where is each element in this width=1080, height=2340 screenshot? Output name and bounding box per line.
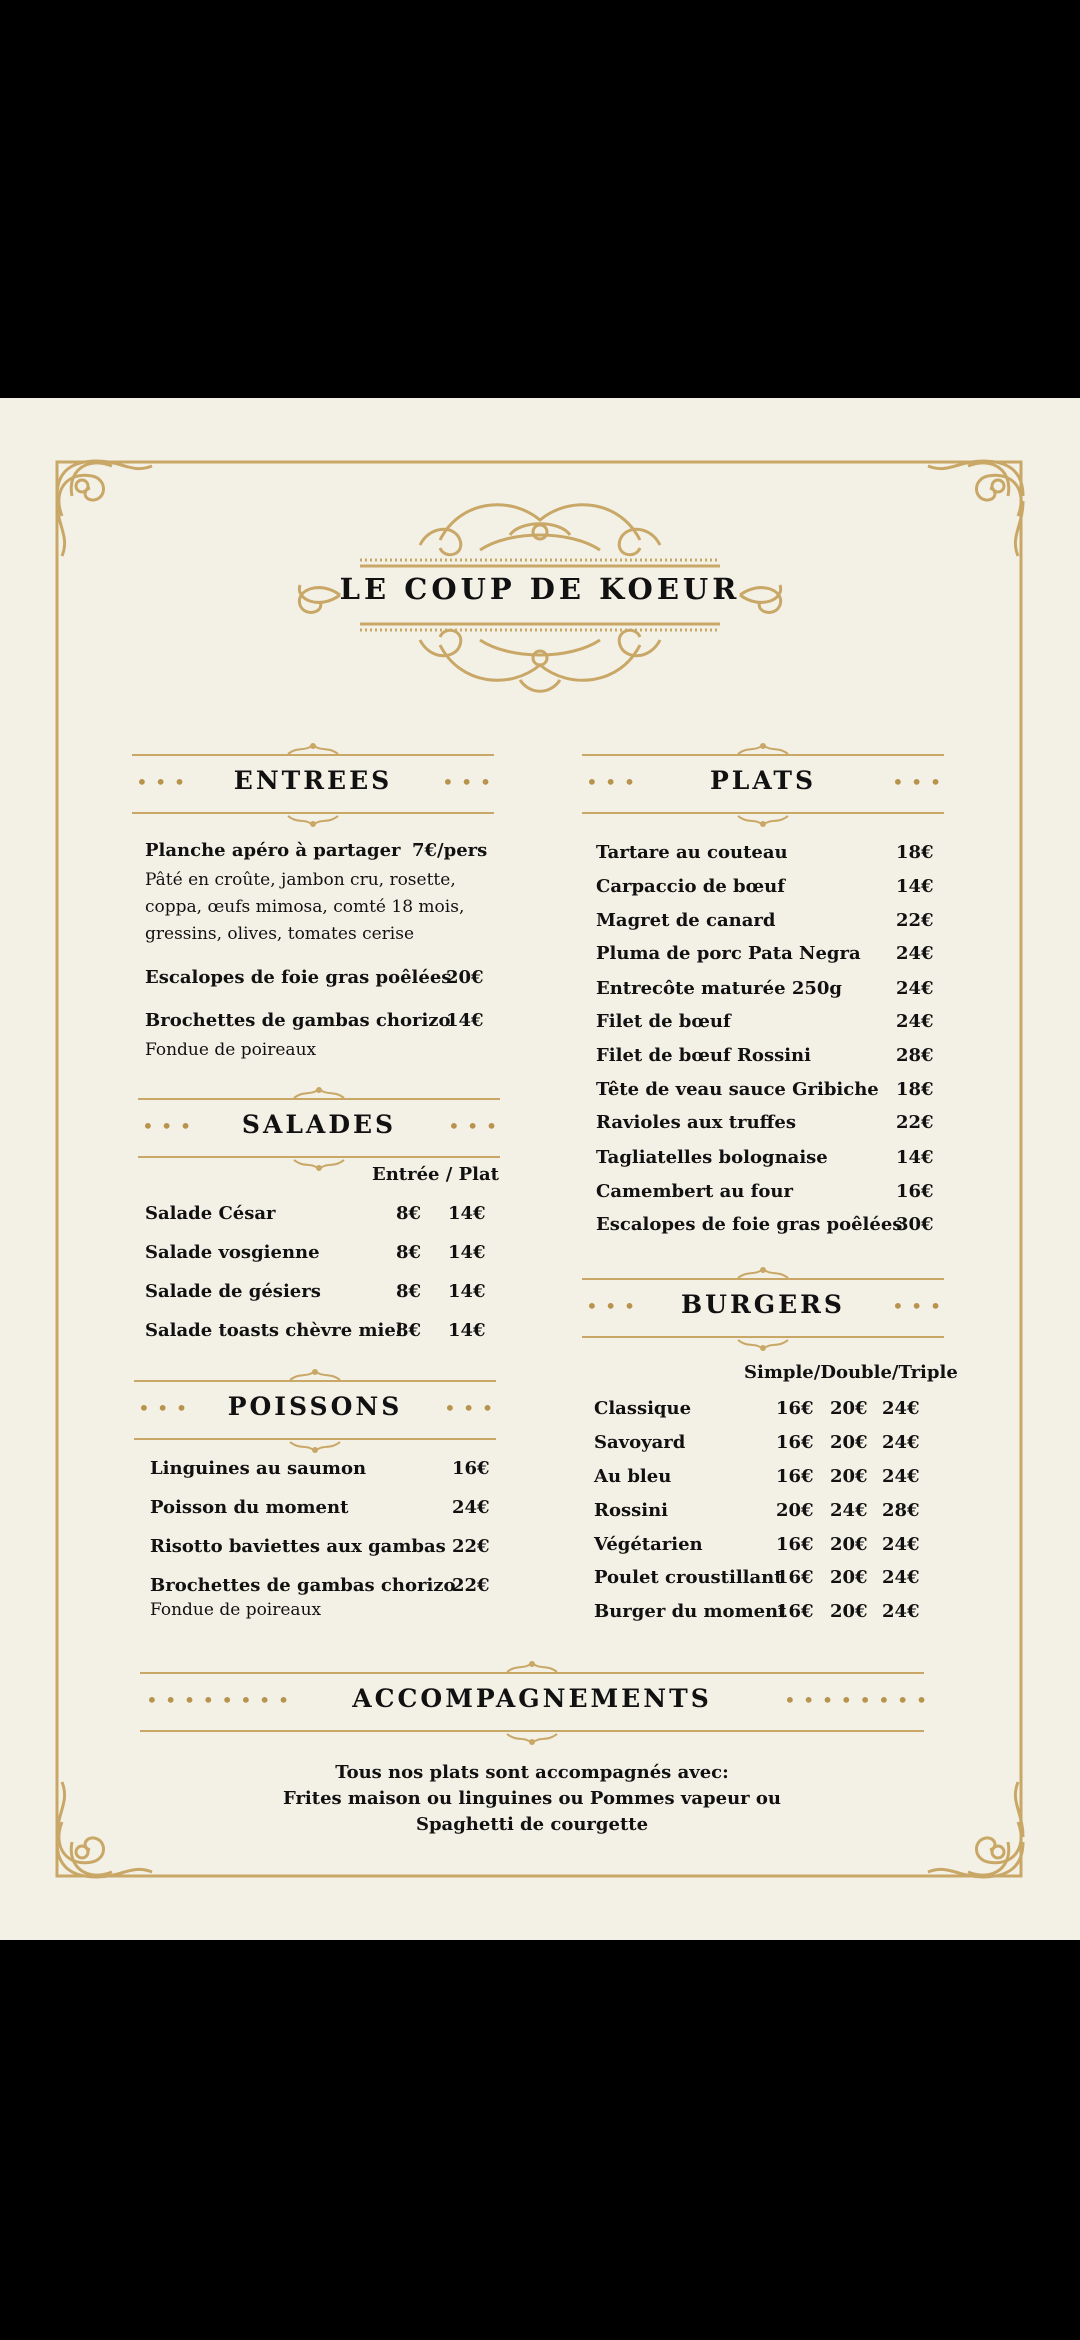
menu-item-price: 24€ [896, 1011, 934, 1032]
corner-flourish-icon [918, 1772, 1028, 1882]
menu-item-price-entree: 8€ [396, 1281, 422, 1302]
divider-ornament-icon [289, 1086, 349, 1100]
accompagnements-line: Spaghetti de courgette [415, 1814, 649, 1835]
menu-item-price: 7€/pers [412, 840, 488, 861]
menu-item-name: Savoyard [594, 1432, 686, 1453]
menu-item-price-entree: 8€ [396, 1320, 422, 1341]
menu-item-name: Planche apéro à partager [145, 840, 401, 861]
menu-item-price: 16€ [896, 1181, 934, 1202]
menu-item-name: Tête de veau sauce Gribiche [596, 1079, 879, 1100]
section-title-entrees: ENTREES [233, 766, 393, 795]
menu-item-price-simple: 16€ [776, 1432, 814, 1453]
menu-item-name: Végétarien [594, 1534, 703, 1555]
menu-item-price: 22€ [452, 1536, 490, 1557]
decor-dots: ••• [442, 770, 499, 794]
menu-page [0, 398, 1080, 1940]
menu-item-price-simple: 16€ [776, 1466, 814, 1487]
menu-item-name: Filet de bœuf [596, 1011, 731, 1032]
menu-item-price-triple: 24€ [882, 1398, 920, 1419]
menu-item-price: 24€ [896, 978, 934, 999]
menu-item-price: 18€ [896, 842, 934, 863]
decor-dots: ••• [138, 1396, 195, 1420]
section-title-burgers: BURGERS [681, 1290, 845, 1319]
menu-item-price-triple: 28€ [882, 1500, 920, 1521]
menu-item-name: Tartare au couteau [596, 842, 788, 863]
menu-item-price-plat: 14€ [448, 1242, 486, 1263]
restaurant-title: LE COUP DE KOEUR [339, 572, 741, 606]
menu-item-price-double: 20€ [830, 1466, 868, 1487]
menu-item-price-entree: 8€ [396, 1203, 422, 1224]
price-column-header: Simple/Double/Triple [744, 1362, 958, 1383]
menu-item-description: Fondue de poireaux [150, 1600, 322, 1620]
menu-item-price: 16€ [452, 1458, 490, 1479]
menu-item-price-double: 20€ [830, 1567, 868, 1588]
corner-flourish-icon [52, 456, 162, 566]
decor-dots: ••• [142, 1114, 199, 1138]
divider-ornament-icon [283, 742, 343, 756]
divider-ornament-icon [733, 742, 793, 756]
corner-flourish-icon [918, 456, 1028, 566]
menu-item-name: Ravioles aux truffes [596, 1112, 797, 1133]
price-column-header: Entrée / Plat [372, 1164, 499, 1185]
section-rule [140, 1672, 924, 1674]
menu-item-name: Escalopes de foie gras poêlées [596, 1214, 903, 1235]
menu-item-price-triple: 24€ [882, 1466, 920, 1487]
menu-item-price-triple: 24€ [882, 1601, 920, 1622]
menu-item-price: 14€ [446, 1010, 484, 1031]
menu-item-name: Burger du moment [594, 1601, 787, 1622]
menu-item-price: 22€ [896, 1112, 934, 1133]
menu-item-price-simple: 20€ [776, 1500, 814, 1521]
menu-item-price-double: 20€ [830, 1398, 868, 1419]
menu-item-name: Poulet croustillant [594, 1567, 783, 1588]
decor-dots: •••••••• [784, 1688, 935, 1712]
menu-item-name: Entrecôte maturée 250g [596, 978, 842, 999]
menu-item-description: gressins, olives, tomates cerise [145, 924, 415, 944]
section-title-poissons: POISSONS [227, 1392, 403, 1421]
menu-item-name: Brochettes de gambas chorizo [145, 1010, 451, 1031]
divider-ornament-icon [285, 1368, 345, 1382]
menu-item-description: coppa, œufs mimosa, comté 18 mois, [145, 897, 465, 917]
menu-item-name: Au bleu [594, 1466, 672, 1487]
menu-item-name: Tagliatelles bolognaise [596, 1147, 828, 1168]
divider-ornament-icon [733, 1266, 793, 1280]
menu-item-price: 28€ [896, 1045, 934, 1066]
menu-item-price: 22€ [452, 1575, 490, 1596]
menu-item-price-simple: 16€ [776, 1601, 814, 1622]
accompagnements-line: Frites maison ou linguines ou Pommes vapeur ou [282, 1788, 781, 1809]
divider-ornament-icon [733, 814, 793, 828]
menu-item-price-plat: 14€ [448, 1203, 486, 1224]
menu-item-price: 22€ [896, 910, 934, 931]
accompagnements-line: Tous nos plats sont accompagnés avec: [335, 1762, 729, 1783]
decor-dots: •••••••• [146, 1688, 297, 1712]
corner-flourish-icon [52, 1772, 162, 1882]
menu-item-name: Camembert au four [596, 1181, 793, 1202]
section-title-plats: PLATS [709, 766, 817, 795]
menu-item-price: 24€ [452, 1497, 490, 1518]
menu-item-name: Salade vosgienne [145, 1242, 320, 1263]
menu-item-price: 30€ [896, 1214, 934, 1235]
divider-ornament-icon [289, 1158, 349, 1172]
menu-item-price-plat: 14€ [448, 1320, 486, 1341]
menu-item-name: Risotto baviettes aux gambas [150, 1536, 446, 1557]
menu-item-price-double: 24€ [830, 1500, 868, 1521]
decor-dots: ••• [586, 1294, 643, 1318]
menu-item-name: Poisson du moment [150, 1497, 349, 1518]
menu-item-price: 18€ [896, 1079, 934, 1100]
section-rule [140, 1730, 924, 1732]
divider-ornament-icon [733, 1338, 793, 1352]
menu-item-name: Carpaccio de bœuf [596, 876, 785, 897]
menu-item-description: Fondue de poireaux [145, 1040, 317, 1060]
divider-ornament-icon [502, 1732, 562, 1746]
menu-item-name: Escalopes de foie gras poêlées [145, 967, 452, 988]
menu-item-name: Rossini [594, 1500, 668, 1521]
decor-dots: ••• [586, 770, 643, 794]
menu-item-name: Brochettes de gambas chorizo [150, 1575, 456, 1596]
decor-dots: ••• [448, 1114, 505, 1138]
menu-item-price: 14€ [896, 876, 934, 897]
decor-dots: ••• [136, 770, 193, 794]
decor-dots: ••• [444, 1396, 501, 1420]
divider-ornament-icon [283, 814, 343, 828]
menu-item-name: Filet de bœuf Rossini [596, 1045, 811, 1066]
menu-item-name: Salade de gésiers [145, 1281, 321, 1302]
menu-item-price: 20€ [446, 967, 484, 988]
menu-item-price-triple: 24€ [882, 1534, 920, 1555]
section-title-salades: SALADES [241, 1110, 397, 1139]
decor-dots: ••• [892, 1294, 949, 1318]
menu-item-name: Classique [594, 1398, 692, 1419]
menu-item-name: Pluma de porc Pata Negra [596, 943, 861, 964]
decor-dots: ••• [892, 770, 949, 794]
menu-item-price-plat: 14€ [448, 1281, 486, 1302]
menu-item-price-triple: 24€ [882, 1432, 920, 1453]
menu-item-price-double: 20€ [830, 1432, 868, 1453]
menu-item-price-entree: 8€ [396, 1242, 422, 1263]
menu-item-name: Linguines au saumon [150, 1458, 367, 1479]
menu-item-name: Salade César [145, 1203, 276, 1224]
menu-item-price-triple: 24€ [882, 1567, 920, 1588]
menu-item-description: Pâté en croûte, jambon cru, rosette, [145, 870, 456, 890]
menu-item-price: 14€ [896, 1147, 934, 1168]
menu-item-price-double: 20€ [830, 1601, 868, 1622]
section-title-accompagnements: ACCOMPAGNEMENTS [352, 1684, 712, 1713]
menu-item-price-simple: 16€ [776, 1398, 814, 1419]
menu-item-price: 24€ [896, 943, 934, 964]
menu-item-price-simple: 16€ [776, 1534, 814, 1555]
menu-item-name: Magret de canard [596, 910, 776, 931]
menu-item-name: Salade toasts chèvre miel [145, 1320, 403, 1341]
menu-item-price-double: 20€ [830, 1534, 868, 1555]
menu-item-price-simple: 16€ [776, 1567, 814, 1588]
divider-ornament-icon [285, 1440, 345, 1454]
